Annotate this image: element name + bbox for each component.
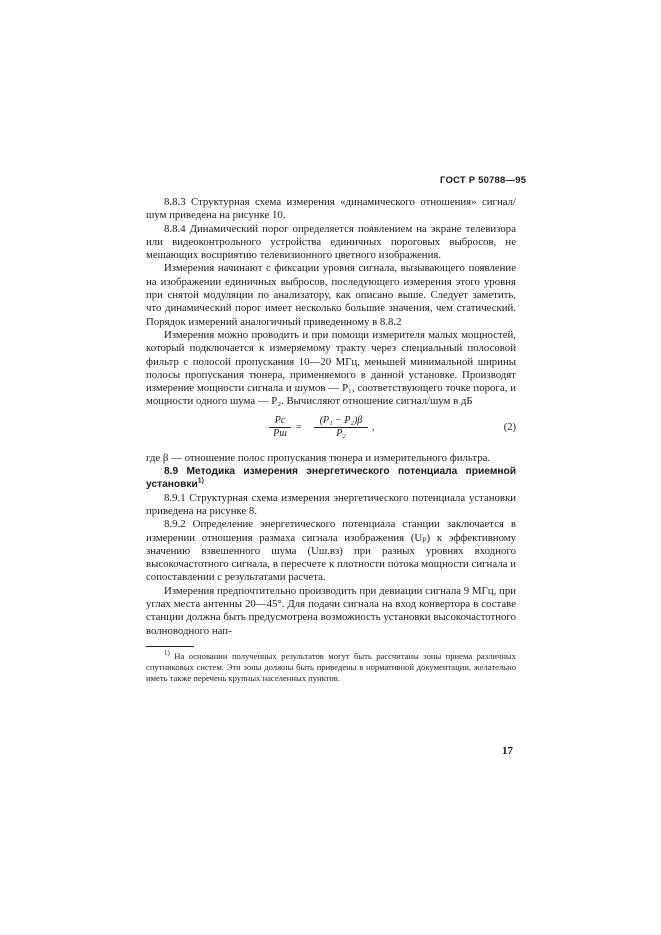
footnote-text: На основании полученных результатов могут быть рассчитаны зоны приема различных спутниковых систем. Эти зоны должны быть приведены в нормативной документации, желательно иметь также перечень крупных населенных пунктов. [146,650,516,683]
section-title-8-9 [146,465,516,492]
footnote-divider [146,646,194,647]
formula-number: (2) [503,421,516,433]
paragraph-threshold-procedure: Измерения начинают с фиксации уровня сигнала, вызывающего появление на изображении единичных выбросов, последующего измерения этого уровня при снятой модуляции по анализатору, как описано выше. Следует заметить, что динамический порог имеет несколько большие значения, чем статический. Порядок измерений аналогичный приведенному в 8.8.2 [146,262,516,328]
formula-lhs-numerator: Pc [269,415,291,428]
formula-rhs-numerator: (P₁ − P₂)β [314,415,368,428]
footnote-mark: 1) [164,649,170,658]
paragraph-8-8-3: 8.8.3 Структурная схема измерения «динамического отношения» сигнал/шум приведена на рисунке 10. [146,196,516,222]
page-body [146,196,516,684]
paragraph-beta-definition: где β — отношение полос пропускания тюнера и измерительного фильтра. [146,451,491,464]
formula-lhs-denominator: Pш [273,427,287,439]
footnote [146,651,516,684]
paragraph-8-9-1: 8.9.1 Структурная схема измерения энергетического потенциала установки приведена на рисунке 8. [146,491,516,517]
page-number: 17 [502,745,513,757]
standard-code: ГОСТ Р 50788—95 [440,175,527,186]
footnote-ref: 1) [197,477,204,485]
formula-rhs-fraction [314,415,368,440]
formula-2 [146,411,516,451]
formula-lhs-fraction [269,415,291,440]
paragraph-power-meter: Измерения можно проводить и при помощи измерителя малых мощностей, который подключается к измеряемому тракту через специальный полосовой фильтр с полосой пропускания 10—20 МГц, меньшей минимальной ширины полосы пропускания тюнера, применяемого в данной установке. Производят измерение мощности сигнала и шумов — P₁, соответствующего точке порога, и мощности одного шума — P₂. Вычисляют отношение сигнал/шум в дБ [146,328,516,408]
paragraph-measurement-conditions: Измерения предпочтительно производить при девиации сигнала 9 МГц, при углах места антенны 20—45°. Для подачи сигнала на вход конвертора в составе станции должна быть предусмотрена возможность установки высокочастотного волноводного нап- [146,584,516,637]
formula-comma: , [372,421,375,433]
formula-equals: = [296,421,302,433]
section-title-text: 8.9 Методика измерения энергетического потенциала приемной установки [146,466,516,491]
paragraph-8-9-2: 8.9.2 Определение энергетического потенциала станции заключается в измерении отношения размаха сигнала изображения (Uₚ) к эффективному значению взвешенного шума (Uш.вз) при разных уровнях входного высокочастотного сигнала, в пересчете к плотности потока мощности сигнала и сопоставлении с результатами расчета. [146,518,516,584]
paragraph-8-8-4: 8.8.4 Динамический порог определяется появлением на экране телевизора или видеоконтрольного устройства единичных пороговых выбросов, не мешающих восприятию телевизионного цветного изображения. [146,222,516,262]
formula-rhs-denominator: P₂ [336,427,346,439]
